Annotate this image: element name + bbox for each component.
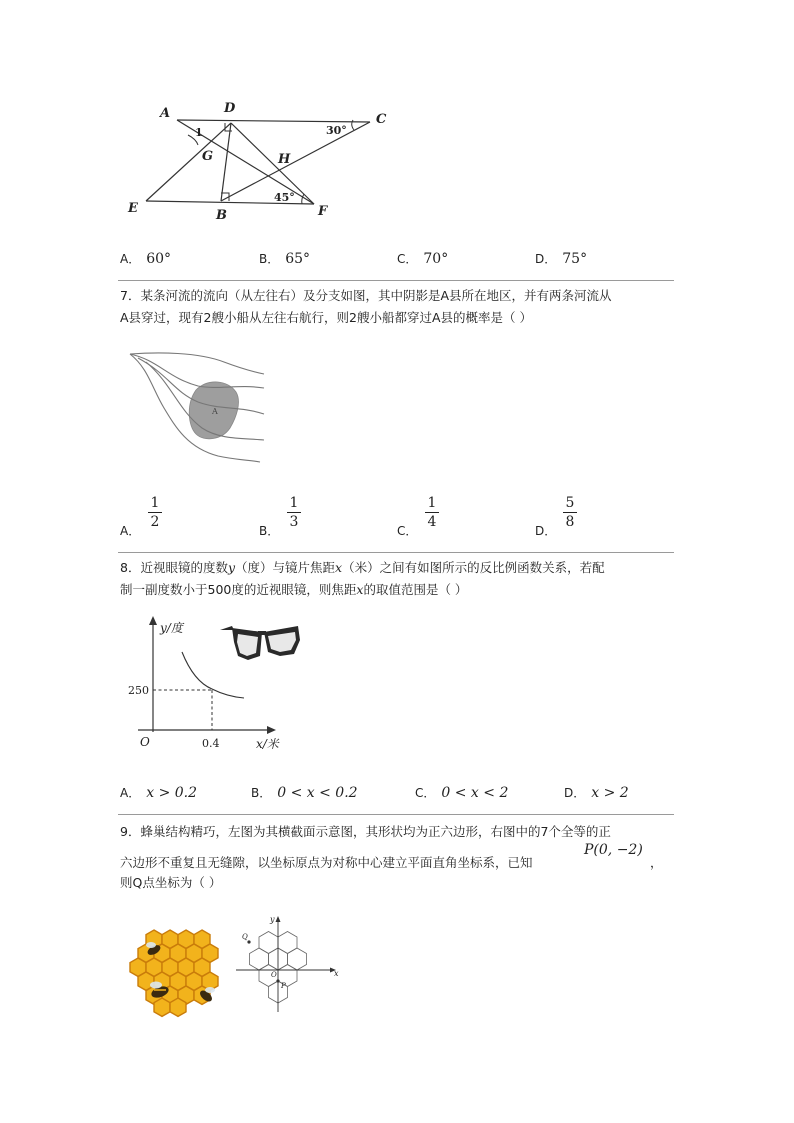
point-p-label: P [281, 982, 286, 990]
y-axis-label: y/度 [160, 621, 183, 635]
q9-text-line2: 六边形不重复且无缝隙，以坐标原点为对称中心建立平面直角坐标系，已知 [120, 855, 533, 870]
denominator: 3 [289, 514, 299, 530]
q9-comma: ， [650, 855, 663, 870]
option-letter: B． [251, 786, 272, 800]
q7-option-b[interactable] [259, 522, 279, 539]
label-c: C [376, 112, 387, 127]
honeycomb-bee-illustration [124, 928, 224, 1018]
label-angle-30: 30° [326, 124, 347, 137]
option-letter: D． [535, 252, 557, 266]
q7-option-b-fraction [287, 495, 301, 530]
line-bc [221, 122, 370, 201]
label-g: G [202, 149, 214, 164]
y-tick-250: 250 [128, 684, 149, 697]
origin-label: O [271, 971, 277, 979]
option-value: 0 < x < 2 [441, 785, 509, 801]
label-a: A [160, 106, 171, 121]
q6-triangle-figure [118, 95, 408, 225]
separator [118, 552, 674, 553]
q7-option-d[interactable] [535, 522, 556, 539]
option-letter: D． [564, 786, 586, 800]
option-letter: A． [120, 524, 141, 538]
label-e: E [128, 201, 138, 216]
q7-option-c[interactable] [397, 522, 417, 539]
q8-text-line1: 8．近视眼镜的度数y（度）与镜片焦距x（米）之间有如图所示的反比例函数关系，若配 [120, 560, 605, 575]
line-df [231, 123, 314, 204]
line-db [221, 123, 231, 201]
label-f: F [318, 204, 328, 219]
y-axis-label: y [270, 915, 275, 924]
option-value: 65° [285, 251, 311, 267]
option-letter: C． [397, 252, 418, 266]
glasses-icon [218, 618, 304, 664]
q8-text-line2: 制一副度数小于500度的近视眼镜，则焦距x的取值范围是（ ） [120, 582, 468, 597]
option-letter: D． [535, 524, 557, 538]
hexagon-coordinate-diagram [232, 912, 344, 1016]
q7-option-a[interactable] [120, 522, 140, 539]
q6-option-d[interactable] [535, 250, 587, 267]
q6-option-b[interactable] [259, 250, 310, 267]
option-value: 0 < x < 0.2 [277, 785, 358, 801]
numerator: 1 [289, 495, 299, 511]
q8-option-d[interactable] [564, 784, 629, 801]
denominator: 4 [427, 514, 437, 530]
point-q-label: Q [242, 933, 248, 941]
q9-text-line3: 则Q点坐标为（ ） [120, 875, 222, 890]
option-value: 60° [146, 251, 172, 267]
denominator: 8 [565, 514, 575, 530]
numerator: 5 [565, 495, 575, 511]
numerator: 1 [150, 495, 160, 511]
x-axis-label: x [334, 969, 339, 978]
q6-option-c[interactable] [397, 250, 448, 267]
option-letter: A． [120, 252, 141, 266]
option-value: x > 0.2 [146, 785, 198, 801]
x-tick-04: 0.4 [202, 737, 220, 750]
origin-label: O [140, 735, 150, 749]
q9-text-line1: 9．蜂巢结构精巧，左图为其横截面示意图，其形状均为正六边形，右图中的7个全等的正 [120, 824, 611, 839]
separator [118, 814, 674, 815]
q8-option-c[interactable] [415, 784, 508, 801]
q7-river-map [128, 348, 268, 468]
option-value: 75° [562, 251, 588, 267]
label-h: H [278, 152, 291, 167]
q7-option-c-fraction [425, 495, 439, 530]
q8-option-b[interactable] [251, 784, 358, 801]
q7-option-a-fraction [148, 495, 162, 530]
label-angle-45: 45° [274, 191, 295, 204]
county-a-label: A [212, 407, 218, 416]
option-value: 70° [423, 251, 449, 267]
option-letter: B． [259, 524, 280, 538]
option-value: x > 2 [591, 785, 629, 801]
q7-text-line2: A县穿过，现有2艘小船从左往右航行，则2艘小船都穿过A县的概率是（ ） [120, 310, 532, 325]
numerator: 1 [427, 495, 437, 511]
label-d: D [224, 101, 236, 116]
option-letter: C． [415, 786, 436, 800]
option-letter: A． [120, 786, 141, 800]
label-b: B [216, 208, 227, 223]
q9-point-p: P(0, −2) [584, 842, 643, 858]
option-letter: C． [397, 524, 418, 538]
q7-text-line1: 7．某条河流的流向（从左往右）及分支如图，其中阴影是A县所在地区，并有两条河流从 [120, 288, 612, 303]
q7-option-d-fraction [563, 495, 577, 530]
label-angle-1: 1 [195, 126, 203, 139]
line-ac [177, 120, 370, 122]
option-letter: B． [259, 252, 280, 266]
separator [118, 280, 674, 281]
denominator: 2 [150, 514, 160, 530]
q8-option-a[interactable] [120, 784, 197, 801]
x-axis-label: x/米 [256, 737, 279, 751]
q6-option-a[interactable] [120, 250, 171, 267]
